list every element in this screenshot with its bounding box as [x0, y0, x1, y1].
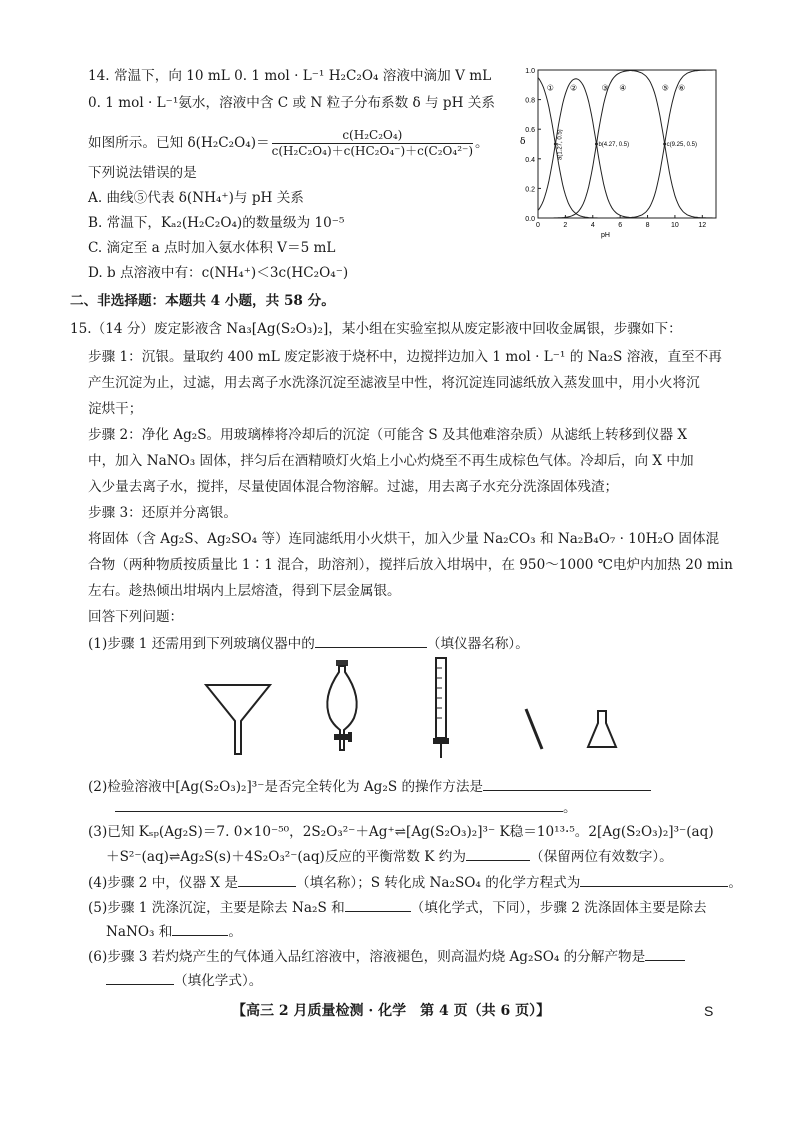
- part2-text-end: 。: [563, 800, 577, 816]
- q15-part2-line1: [88, 776, 651, 797]
- part2-text: (2)检验溶液中[Ag(S₂O₃)₂]³⁻是否完全转化为 Ag₂S 的操作方法是: [88, 779, 484, 795]
- q14-line3: [88, 128, 489, 159]
- q15-step1-line2: 产生沉淀为止，过滤，用去离子水洗涤沉淀至滤液呈中性，将沉淀连同滤纸放入蒸发皿中，用小火将沉: [88, 375, 700, 391]
- q15-step3-line1: 将固体（含 Ag₂S、Ag₂SO₄ 等）连同滤纸用小火烘干，加入少量 Na₂CO₃ 和 Na₂B₄O₇ · 10H₂O 固体混: [88, 531, 720, 547]
- y-axis-label: δ: [520, 137, 526, 147]
- q14-prompt: 下列说法错误的是: [88, 165, 197, 181]
- footer-text: 【高三 2 月质量检测 · 化学 第 4 页（共 6 页）】: [232, 1003, 551, 1019]
- q15-part3-line1: (3)已知 Kₛₚ(Ag₂S)＝7. 0×10⁻⁵⁰，2S₂O₃²⁻＋Ag⁺⇌[Ag(S₂O₃)₂]³⁻ K稳＝10¹³·⁵。2[Ag(S₂O₃)₂]³⁻(aq): [88, 824, 714, 840]
- q15-step3-line3: 左右。趁热倾出坩埚内上层熔渣，得到下层金属银。: [88, 583, 401, 599]
- x-tick-label: 0: [536, 222, 540, 229]
- part2-answer-blank-2[interactable]: [115, 797, 563, 812]
- conical-flask-icon: [585, 709, 619, 751]
- footer-mark: S: [704, 1003, 714, 1019]
- q15-part5-line1: [88, 897, 707, 918]
- q15-part5-line2: [106, 921, 242, 942]
- q15-part6-line2: [106, 970, 262, 991]
- part5-text-2: NaNO₃ 和: [106, 924, 173, 940]
- x-tick-label: 12: [698, 222, 707, 229]
- glass-rod-icon: [522, 706, 546, 752]
- part3-text: ＋S²⁻(aq)⇌Ag₂S(s)＋4S₂O₃²⁻(aq)反应的平衡常数 K 约为: [106, 849, 466, 865]
- q14-option-d: D. b 点溶液中有：c(NH₄⁺)＜3c(HC₂O₄⁻): [88, 265, 349, 281]
- q15-part3-line2: [106, 846, 673, 867]
- x-tick-label: 4: [590, 222, 595, 229]
- q15-part1: [88, 633, 529, 654]
- q15-step2-line2: 中，加入 NaNO₃ 固体，拌匀后在酒精喷灯火焰上小心灼烧至不再生成棕色气体。冷却后，向 X 中加: [88, 453, 694, 469]
- curve-label: ①: [546, 83, 554, 93]
- separatory-funnel-icon: [318, 658, 366, 758]
- y-tick-label: 0.6: [525, 127, 535, 135]
- q15-intro: 15.（14 分）废定影液含 Na₃[Ag(S₂O₃)₂]，某小组在实验室拟从废定影液中回收金属银，步骤如下：: [70, 321, 682, 337]
- curve-label: ②: [570, 83, 578, 93]
- q15-step2-line1: 步骤 2：净化 Ag₂S。用玻璃棒将冷却后的沉淀（可能含 S 及其他难溶杂质）从滤纸上转移到仪器 X: [88, 427, 688, 443]
- part3-answer-blank[interactable]: [466, 846, 530, 861]
- y-tick-label: 0.2: [525, 186, 535, 194]
- part6-text: (6)步骤 3 若灼烧产生的气体通入品红溶液中，溶液褪色，则高温灼烧 Ag₂SO₄ 的分解产物是: [88, 949, 646, 965]
- part6-answer-blank-2[interactable]: [106, 970, 174, 985]
- part1-text-end: （填仪器名称）。: [426, 636, 529, 652]
- q15-part4: [88, 872, 742, 893]
- x-axis-label: pH: [601, 232, 610, 239]
- q15-step1-line1: 步骤 1：沉银。量取约 400 mL 废定影液于烧杯中，边搅拌边加入 1 mol · L⁻¹ 的 Na₂S 溶液，直至不再: [88, 349, 722, 365]
- point-label: c(9.25, 0.5): [666, 142, 698, 148]
- part5-answer-blank-2[interactable]: [172, 921, 228, 936]
- part1-text: (1)步骤 1 还需用到下列玻璃仪器中的: [88, 636, 315, 652]
- part5-text: (5)步骤 1 洗涤沉淀，主要是除去 Na₂S 和: [88, 900, 345, 916]
- x-tick-label: 10: [671, 222, 679, 229]
- q15-part6-line1: [88, 946, 685, 967]
- x-tick-label: 6: [618, 222, 623, 229]
- part2-answer-blank-1[interactable]: [483, 776, 651, 791]
- part4-answer-blank-1[interactable]: [238, 872, 296, 887]
- q14-option-c: C. 滴定至 a 点时加入氨水体积 V＝5 mL: [88, 240, 336, 256]
- funnel-icon: [203, 680, 273, 758]
- q14-line2: 0. 1 mol · L⁻¹氨水，溶液中含 C 或 N 粒子分布系数 δ 与 pH 关系: [88, 95, 495, 111]
- part3-text-end: （保留两位有效数字）。: [529, 849, 673, 865]
- y-tick-label: 0.0: [525, 216, 535, 223]
- q14-line3-suffix: 。: [475, 135, 489, 151]
- curve-2-3: [538, 79, 716, 218]
- burette-icon: [430, 656, 452, 760]
- q15-step2-line3: 入少量去离子水，搅拌，尽量使固体混合物溶解。过滤，用去离子水充分洗涤固体残渣；: [88, 479, 619, 495]
- part5-text-end: 。: [228, 924, 242, 940]
- fraction-numerator: c(H₂C₂O₄): [272, 128, 473, 144]
- y-tick-label: 0.4: [525, 156, 535, 164]
- part5-text-mid: （填化学式，下同），步骤 2 洗涤固体主要是除去: [410, 900, 707, 916]
- part1-answer-blank[interactable]: [315, 633, 427, 648]
- distribution-chart: [514, 60, 724, 240]
- curve-label: ③: [601, 83, 609, 93]
- delta-fraction: [272, 128, 473, 159]
- q14-line3-prefix: 如图所示。已知 δ(H₂C₂O₄)＝: [88, 135, 270, 151]
- curve-label: ⑤: [661, 83, 669, 93]
- fraction-denominator: c(H₂C₂O₄)＋c(HC₂O₄⁻)＋c(C₂O₄²⁻): [271, 144, 474, 158]
- q14-option-b: B. 常温下，Kₐ₂(H₂C₂O₄)的数量级为 10⁻⁵: [88, 215, 345, 231]
- x-tick-label: 8: [645, 222, 650, 229]
- part4-text: (4)步骤 2 中，仪器 X 是: [88, 875, 239, 891]
- part5-answer-blank-1[interactable]: [345, 897, 411, 912]
- part6-answer-blank-1[interactable]: [645, 946, 685, 961]
- q15-part2-line2: [115, 797, 577, 818]
- x-tick-label: 2: [563, 222, 568, 229]
- part6-text-end: （填化学式）。: [174, 973, 263, 989]
- y-tick-label: 1.0: [525, 68, 535, 75]
- q15-step3-line2: 合物（两种物质按质量比 1∶1 混合，助溶剂），搅拌后放入坩埚中，在 950～1000 ℃电炉内加热 20 min: [88, 557, 733, 573]
- curve-label: ⑥: [678, 83, 686, 93]
- part4-answer-blank-2[interactable]: [580, 872, 728, 887]
- q15-answer-prompt: 回答下列问题：: [88, 609, 184, 625]
- section-title: 二、非选择题：本题共 4 小题，共 58 分。: [70, 293, 335, 309]
- point-label: b(4.27, 0.5): [598, 142, 630, 148]
- q14-option-a: A. 曲线⑤代表 δ(NH₄⁺)与 pH 关系: [88, 190, 304, 206]
- curve-label: ④: [619, 83, 627, 93]
- q15-step3-title: 步骤 3：还原并分离银。: [88, 505, 237, 521]
- point-label: a(1.27, 0.5): [557, 129, 564, 160]
- part4-text-mid: （填名称）；S 转化成 Na₂SO₄ 的化学方程式为: [296, 875, 581, 891]
- y-tick-label: 0.8: [525, 97, 535, 105]
- q15-step1-line3: 淀烘干；: [88, 401, 143, 417]
- part4-text-end: 。: [728, 875, 742, 891]
- q14-line1: 14. 常温下，向 10 mL 0. 1 mol · L⁻¹ H₂C₂O₄ 溶液中滴加 V mL: [88, 68, 492, 84]
